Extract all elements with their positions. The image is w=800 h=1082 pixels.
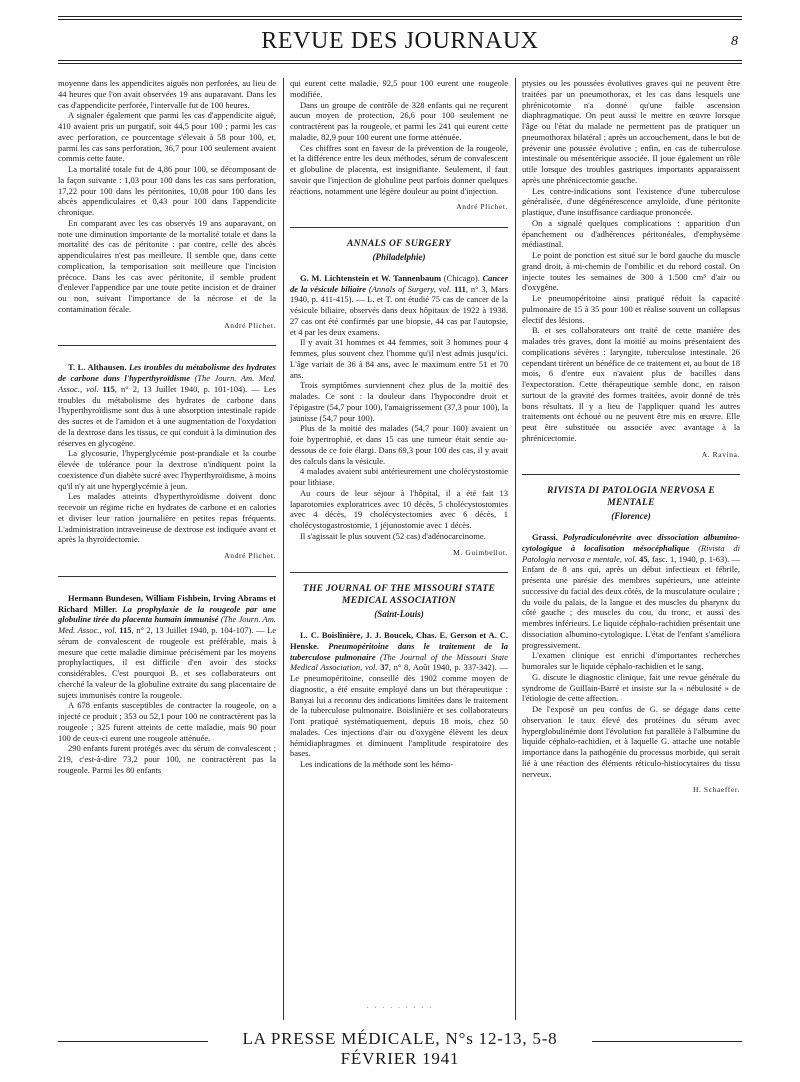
paragraph: Trois symptômes surviennent chez plus de la moitié des malades. Ce sont : la douleur dans l'hypocondre droit et l'épigastre (54,7 pour 100), l'amaigrissement (37,3 pour 100), la jaunisse (54,7 pour 100). <box>290 380 508 423</box>
paragraph: La mortalité totale fut de 4,86 pour 100, se décomposant de la façon suivante : 1,03 pour 100 dans les cas sans perforation, 17,22 pour 100 dans les péritonites, 10,08 pour 100 dans les abcès appendiculaires et 0,43 pour 100 dans l'appendicite chronique. <box>58 164 276 217</box>
article-lichtenstein <box>290 273 508 338</box>
article-boisliniere <box>290 630 508 759</box>
article-reference: (The Journ. Am. Med. Assoc., vol. <box>58 614 277 635</box>
article-volume: 115 <box>119 625 132 635</box>
paragraph: B. et ses collaborateurs ont traité de cette manière des malades très graves, dont la moitié au moins présentaient des complications sévères : laryngite, tuberculose intestinale. 26 cependant tirèrent un bénéfice de ce traitement et, au bout de 18 mois, 6 d'entre eux n'avaient plus de bacilles dans l'expectoration. Cette thérapeutique semble donc, en raison surtout de la gravité des formes traitées, avoir donné de très bons résultats. Il y a lieu de l'appliquer quand les autres traitements ont échoué ou ne peuvent être mis en œuvre. Elle peut être substituée ou associée avec avantage à la phrénicectomie. <box>522 325 740 443</box>
article-authors: Grassi. <box>532 532 558 542</box>
article-title: Cancer de la vésicule biliaire <box>290 272 508 294</box>
paragraph: A signaler également que parmi les cas d'appendicite aiguë, 410 avaient pris un purgatif, soit 44,5 pour 100 ; parmi les cas avec perforation, ce pourcentage s'élevait à 58 pour 100, et, parmi les cas sans perforation, 36,7 pour 100 seulement avaient commis cette faute. <box>58 110 276 164</box>
paragraph: Dans un groupe de contrôle de 328 enfants qui ne reçurent aucun moyen de protection, 26,6 pour 100 seulement ne contractèrent pas la rougeole, et parmi les 241 qui eurent cette maladie, 82,9 pour 100 eurent une forme atténuée. <box>290 99 508 142</box>
section-separator <box>522 474 740 475</box>
footer-ornament: · · · · · · · · · <box>366 1005 434 1012</box>
paragraph: Le point de ponction est situé sur le bord gauche du muscle grand droit, à mi-chemin de l'ombilic et du rebord costal. On injecte toutes les semaines de 300 à 1.500 cm³ d'air ou d'oxygène. <box>522 250 740 293</box>
article-bundesen <box>58 593 276 701</box>
article-reference: (The Journal of the Missouri State Medical Association, vol. <box>290 651 508 673</box>
journal-heading: THE JOURNAL OF THE MISSOURI STATE MEDICAL ASSOCIATION <box>302 584 496 607</box>
footer-rule-right <box>592 1041 742 1042</box>
paragraph: 4 malades avaient subi antérieurement une cholécystostomie pour lithiase. <box>290 466 508 487</box>
article-title: Les troubles du métabolisme des hydrates de carbone dans l'hyperthyroïdisme <box>58 362 276 383</box>
footer-publication: LA PRESSE MÉDICALE, N°s 12-13, 5-8 FÉVRIER 1941 <box>208 1029 592 1069</box>
article-authors: Hermann Bundesen, William Fishbein, Irving Abrams et Richard Miller. <box>58 592 276 614</box>
paragraph: Les malades atteints d'hyperthyroïdisme doivent donc recevoir un régime riche en hydrates de carbone et en calories et diviser leur ration journalière en petites repas fréquents. L'administration intraveineuse de dextrose est indiquée avant et après la thyroïdectomie. <box>58 491 276 545</box>
paragraph: moyenne dans les appendicites aiguës non perforées, au lieu de 44 heures que l'on avait observées 19 ans auparavant. Dans les cas d'appendicite perforée, l'intervalle fut de 100 heures. <box>58 78 276 110</box>
paragraph: ptysies ou les poussées évolutives graves qui ne peuvent être traitées par un pneumothorax, et les cas dans lesquels une phrénicotomie n'a donné qu'une faible ascension diaphragmatique. On peut aussi le mettre en œuvre lorsque l'âge ou l'état du malade ne permettent pas de pratiquer un pneumothorax bilatéral ; après un accouchement, dans le but de prévenir une poussée évolutive ; enfin, en cas de tuberculose intestinale ou mésentérique associée. Il joue également un rôle utile lorsque des troubles gastriques importants apparaissent après une phrénicectomie gauche. <box>522 78 740 185</box>
header-rule-top <box>58 16 742 17</box>
journal-city: (Florence) <box>611 511 651 522</box>
article-reference: (The Journ. Am. Med. Assoc., vol. <box>58 373 276 394</box>
article-body: , n° 2, 13 Juillet 1940, p. 104-107). — Le sérum de convalescent de rougeole est préférable, mais à mesure que cette maladie diminue précisément par les moyens prophylactiques, il est difficile d'en avoir des stocks considérables. C'est pourquoi B. et ses collaborateurs ont cherché la valeur de la globuline extraite du sang placentaire de sujets immunisés contre la rougeole. <box>58 625 276 700</box>
signature: A. Ravina. <box>701 449 740 459</box>
article-separator <box>58 576 276 577</box>
article-body: , fasc. 1, 1940, p. 1-63). — Enfant de 8 ans qui, après un début infectieux et fébrile, présenta une parésie des membres supérieurs, une atteinte successive du facial des deux côtés, de la musculature oculaire ; du voile du palais, de la langue et des muscles du pharynx du côté gauche ; des muscles du cou, du tronc, et aussi des membres inférieurs. Le liquide céphalo-rachidien présentait une dissociation albumino-cytologique. L'état de l'enfant s'améliora progressivement. <box>522 553 740 650</box>
journal-city: (Saint-Louis) <box>374 609 424 620</box>
paragraph: Plus de la moitié des malades (54,7 pour 100) avaient un foie hypertrophié, et dans 15 cas une tumeur était sentie au-dessous de ce foie élargi. Dans 69,3 pour 100 des cas, il y avait des calculs dans la vésicule. <box>290 423 508 466</box>
column-3 <box>522 78 740 810</box>
signature: André Plichet. <box>224 320 276 330</box>
column-2 <box>290 78 508 770</box>
article-althausen <box>58 362 276 448</box>
header-rule-bottom <box>58 60 742 61</box>
column-1 <box>58 78 276 776</box>
article-grassi <box>522 532 740 650</box>
journal-heading: RIVISTA DI PATOLOGIA NERVOSA E MENTALE <box>547 486 715 509</box>
section-separator <box>290 227 508 228</box>
article-volume: 37 <box>380 662 389 673</box>
section-separator <box>290 572 508 573</box>
paragraph: Le pneumopéritoine ainsi pratiqué réduit la capacité pulmonaire de 15 à 35 pour 100 et réalise souvent un collapsus électif des lésions. <box>522 293 740 325</box>
paragraph: A 678 enfants susceptibles de contracter la rougeole, on a injecté ce produit ; 353 ou 52,1 pour 100 ne contractèrent pas la rougeole ; 325 furent atteints de cette maladie, mais 90 pour 100 de ceux-ci eurent une rougeole atténuée. <box>58 700 276 743</box>
article-title: Pneumopéritoine dans le traitement de la tuberculose pulmonaire <box>290 640 508 662</box>
article-reference: (Rivista di Patologia nervosa e mentale, vol. <box>522 542 740 564</box>
paragraph: Il s'agissait le plus souvent (52 cas) d'adénocarcinome. <box>300 530 486 541</box>
signature: M. Guimbellot. <box>453 547 508 557</box>
paragraph: En comparant avec les cas observés 19 ans auparavant, on note une diminution importante de la mortalité totale et dans la mortalité des cas de péritonite : par contre, celle des abcès appendiculaires n'est pas meilleure. Il semble que, dans cette complication, la temporisation soit meilleure que l'incision précoce. Dans les cas avec péritonite, il semble prudent d'enlever l'appendice par une toute petite incision et de drainer ou non, suivant l'importance de la nécrose et de la contamination fécale. <box>58 217 276 314</box>
header-rule-bottom-thin <box>58 63 742 64</box>
article-body: , n° 2, 13 Juillet 1940, p. 101-104). — Les troubles du métabolisme des hydrates de carbone dans l'hyperthyroïdisme sont dus à une absorption intestinale rapide des sucres et de l'amidon et à une augmentation de l'oxydation de la dextrose dans les tissus, ce qui conduit à la diminution des réserves en glycogène. <box>58 383 276 448</box>
article-title: Polyradiculonévrite avec dissociation albumino-cytologique à localisation mésocéphalique <box>522 532 740 553</box>
page-header <box>58 24 742 58</box>
article-volume: 45 <box>639 553 648 564</box>
paragraph: 290 enfants furent protégés avec du sérum de convalescent ; 219, c'est-à-dire 73,2 pour 100, ne contractèrent pas la rougeole. Parmi les 80 enfants <box>58 743 276 775</box>
article-authors: G. M. Lichtenstein et W. Tannenbaum <box>300 272 442 283</box>
column-separator <box>515 78 516 1020</box>
paragraph: De l'exposé un peu confus de G. se dégage dans cette observation le taux élevé des protéines du sérum avec hyperglobulinémie dont l'évolution fut parallèle à l'albumine du liquide céphalo-rachidien, et à laquelle G. attache une notable importance dans la pathogénie du processus morbide, qui serait lié à une réaction des éléments réticulo-histiocytaires du tissu nerveux. <box>522 704 740 779</box>
paragraph: L'examen clinique est enrichi d'importantes recherches humorales sur le liquide céphalo-rachidien et le sang. <box>522 650 740 671</box>
article-reference: (Annals of Surgery, vol. <box>368 283 452 294</box>
journal-heading: ANNALS OF SURGERY <box>346 239 451 249</box>
article-authors: L. C. Boislinière, J. J. Boucek, Chas. E. Gerson et A. C. Henske. <box>290 630 508 651</box>
paragraph: G. discute le diagnostic clinique, fait une revue générale du syndrome de Guillain-Barré et insiste sur la « nébulosité » de l'étiologie de cette affection. <box>522 671 740 704</box>
paragraph: On a signalé quelques complications : apparition d'un épanchement ou d'adhérences péritonéales, d'emphysème médiastinal. <box>522 217 740 250</box>
paragraph: Les contre-indications sont l'existence d'une tuberculose généralisée, d'une dégénérescence amyloïde, d'une péritonite plastique, d'une insuffisance cardiaque prononcée. <box>522 185 740 217</box>
article-title: La prophylaxie de la rougeole par une globuline tirée du placenta humain immunisé <box>58 603 277 625</box>
article-volume: 111 <box>454 283 466 294</box>
paragraph: qui eurent cette maladie, 92,5 pour 100 eurent une rougeole modifiée. <box>290 78 508 99</box>
article-body: , n° 8, Août 1940, p. 337-342). — Le pneumopéritoine, conseillé dès 1902 comme moyen de diagnostic, a été ensuite employé dans un but thérapeutique : Banyai lui a reconnu des indications limitées dans le traitement de la tuberculose pulmonaire. Boislinière et ses collaborateurs l'ont pratiqué systématiquement, depuis 18 mois, chez 50 malades. Ces injections d'air ou d'oxygène élèvent les deux hémidiaphragmes et diminuent l'amplitude respiratoire des bases. <box>290 662 509 759</box>
signature: André Plichet. <box>224 551 276 560</box>
header-rule-top-thin <box>58 19 742 20</box>
running-title: REVUE DES JOURNAUX <box>261 28 539 54</box>
footer-rule-left <box>58 1041 208 1042</box>
signature: André Plichet. <box>456 202 508 212</box>
page-footer <box>58 1026 742 1068</box>
article-body: , n° 3, Mars 1940, p. 411-415). — L. et T. ont étudié 75 cas de cancer de la vésicule biliaire, observés dans deux hôpitaux de 1922 à 1938. 27 cas ont été confirmés par une biopsie, 44 cas par l'autopsie, et 4 par les deux examens. <box>290 283 509 337</box>
article-volume: 115 <box>102 383 115 394</box>
article-city: (Chicago). <box>441 272 483 283</box>
paragraph: Il y avait 31 hommes et 44 femmes, soit 3 hommes pour 4 femmes, plus souvent chez l'homme qu'il n'est admis jusqu'ici. L'âge variait de 36 à 84 ans, avec le maximum entre 51 et 70 ans. <box>290 337 508 380</box>
paragraph: Ces chiffres sont en faveur de la prévention de la rougeole, et la différence entre les deux méthodes, sérum de convalescent et globuline de placenta, est insignifiante. Seulement, il faut savoir que l'injection de globuline peut parfois donner quelques réactions, notamment une légère douleur au point d'injection. <box>290 142 508 196</box>
article-authors: T. L. Althausen. <box>68 362 127 373</box>
journal-city: (Philadelphie) <box>372 252 426 262</box>
paragraph: Les indications de la méthode sont les hémo- <box>300 759 454 769</box>
paragraph: Au cours de leur séjour à l'hôpital, il a été fait 13 laparotomies exploratrices avec 10 décès, 5 cholécystostomies avec 4 décès, 19 cholécystectomies avec 6 décès, 1 cholécystogastrostomie, 1 jéjunostomie avec 1 décès. <box>290 487 508 530</box>
article-separator <box>58 345 276 346</box>
signature: H. Schaeffer. <box>692 785 740 795</box>
paragraph: La glycosurie, l'hyperglycémie post-prandiale et la courbe élevée de tolérance pour la dextrose n'indiquent point la coexistence d'un diabète sucré avec l'hyperthyroïdisme, à moins qu'il n'y ait une hyperglycémie à jeun. <box>58 448 276 491</box>
page-number: 8 <box>731 34 738 49</box>
column-separator <box>283 78 284 1020</box>
